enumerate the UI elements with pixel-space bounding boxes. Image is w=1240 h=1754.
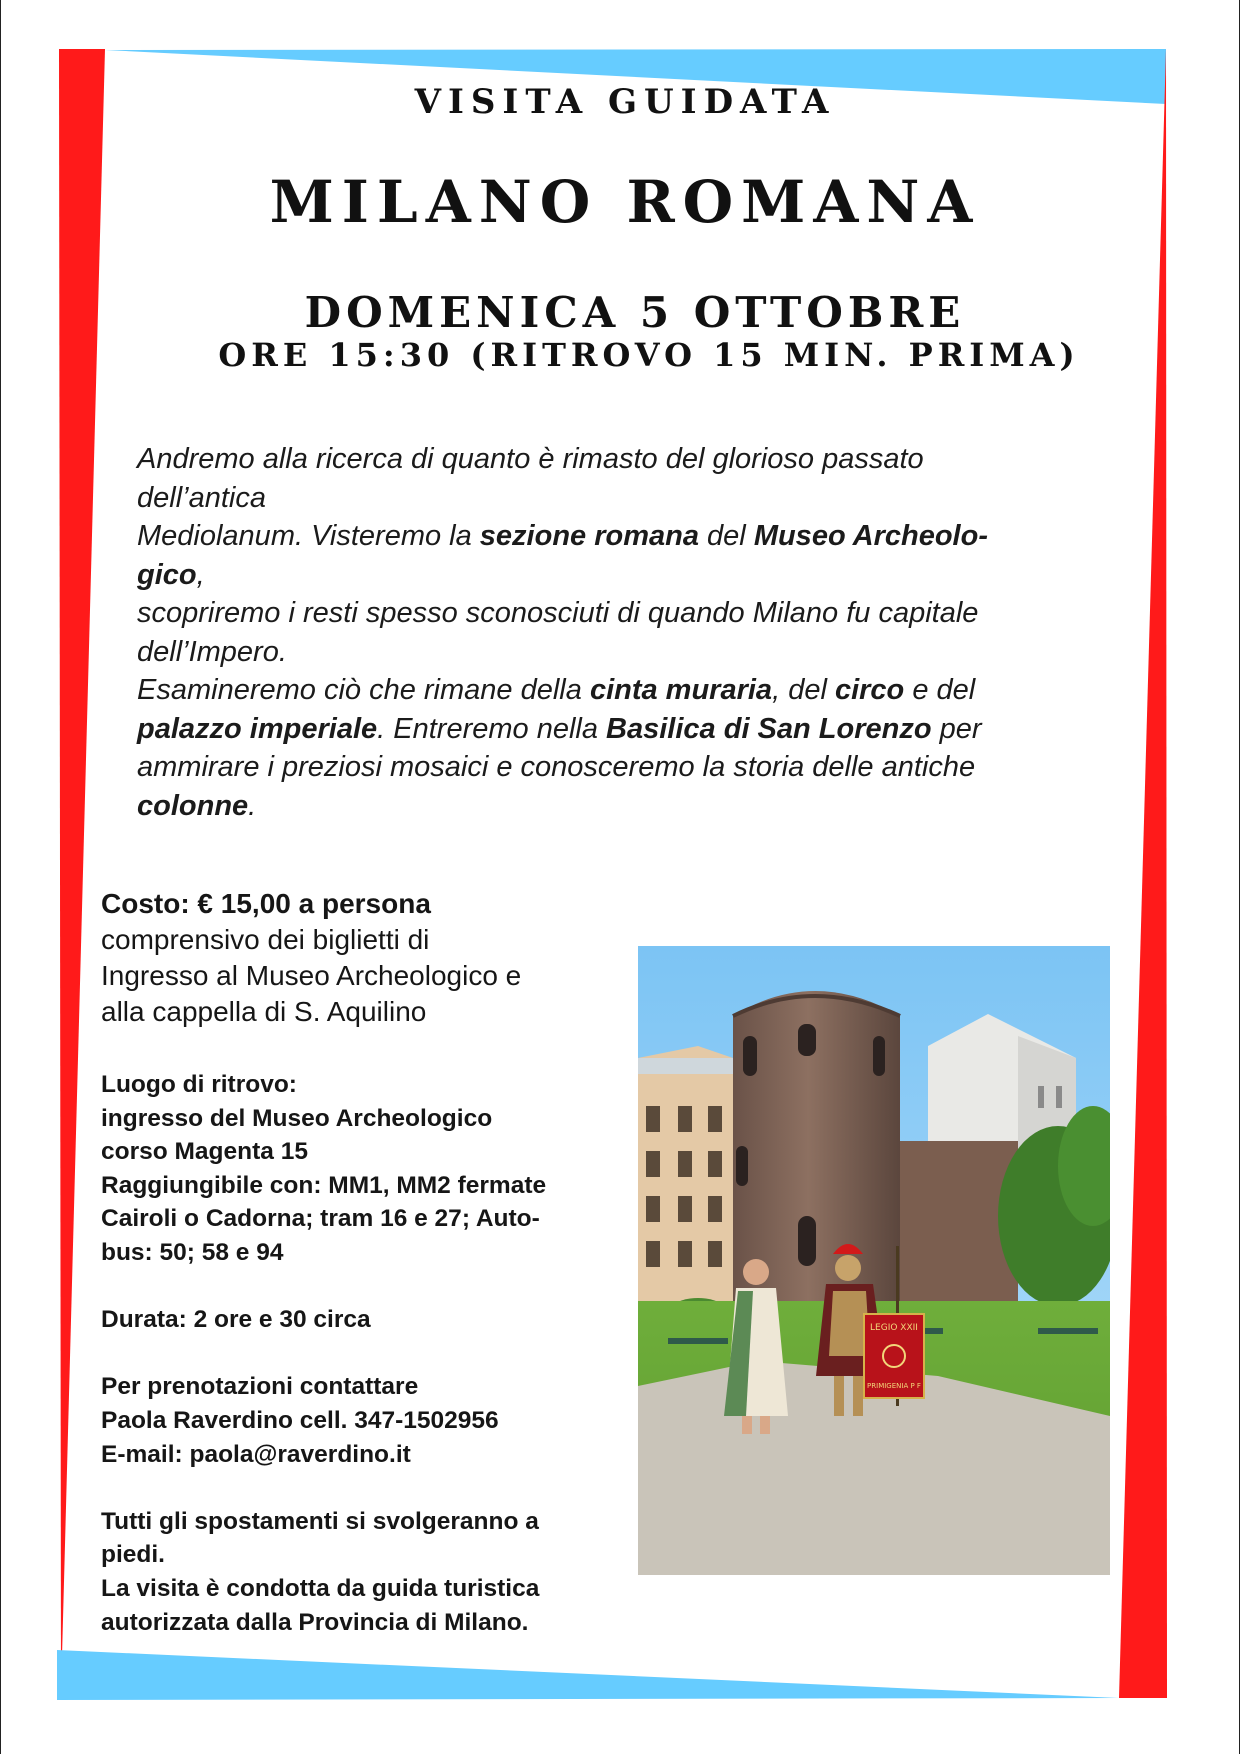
intro-line: dell’Impero. <box>137 635 287 668</box>
cost-section <box>101 886 621 1030</box>
intro-line: Andremo alla ricerca di quanto è rimasto del glorioso passato <box>137 443 924 475</box>
note-line: La visita è condotta da guida turistica <box>101 1574 540 1602</box>
details-section <box>101 1068 641 1639</box>
transport-line: Raggiungibile con: MM1, MM2 fermate <box>101 1171 547 1199</box>
note-line: piedi. <box>101 1541 165 1569</box>
cost-title: Costo: € 15,00 a persona <box>101 888 431 919</box>
transport-line: bus: 50; 58 e 94 <box>101 1238 284 1266</box>
meeting-place: ingresso del Museo Archeologico <box>101 1104 493 1132</box>
meeting-label: Luogo di ritrovo: <box>101 1071 297 1098</box>
banner-text: PRIMIGENIA P F <box>867 1382 921 1390</box>
address: corso Magenta 15 <box>101 1138 308 1166</box>
intro-line: Mediolanum. Visteremo la sezione romana del Museo Archeolo- <box>137 520 988 552</box>
bench <box>668 1338 728 1344</box>
intro-line: palazzo imperiale. Entreremo nella Basilica di San Lorenzo per <box>137 712 982 745</box>
intro-line: scopriremo i resti spesso sconosciuti di quando Milano fu capitale <box>137 597 979 629</box>
tower-photo <box>638 946 1110 1575</box>
booking-contact: Paola Raverdino cell. 347-1502956 <box>101 1406 499 1434</box>
spacer <box>101 1471 641 1505</box>
intro-paragraph <box>137 440 1142 825</box>
cost-line: Ingresso al Museo Archeologico e <box>101 960 522 991</box>
intro-line: dell’antica <box>137 481 266 514</box>
spacer <box>101 1270 641 1304</box>
bottom-blue-stripe <box>57 1650 1119 1700</box>
event-date: DOMENICA 5 OTTOBRE <box>304 288 966 337</box>
subtitle-heading: VISITA GUIDATA <box>414 82 836 122</box>
spacer <box>101 1337 641 1371</box>
cost-line: alla cappella di S. Aquilino <box>101 996 427 1027</box>
transport-line: Cairoli o Cadorna; tram 16 e 27; Auto- <box>101 1205 540 1233</box>
intro-line: ammirare i preziosi mosaici e conosceremo la storia delle antiche <box>137 751 976 783</box>
email-contact: E-mail: paola@raverdino.it <box>101 1440 411 1468</box>
intro-line: Esamineremo ciò che rimane della cinta muraria, del circo e del <box>137 674 976 706</box>
cost-line: comprensivo dei biglietti di <box>101 924 430 955</box>
duration: Durata: 2 ore e 30 circa <box>101 1306 371 1334</box>
intro-line: gico, <box>137 558 205 591</box>
note-line: autorizzata dalla Provincia di Milano. <box>101 1608 529 1636</box>
note-line: Tutti gli spostamenti si svolgeranno a <box>101 1507 539 1535</box>
page-title: MILANO ROMANA <box>269 168 981 236</box>
booking-label: Per prenotazioni contattare <box>101 1373 419 1401</box>
intro-line: colonne. <box>137 789 257 822</box>
banner-text: LEGIO XXII <box>870 1323 918 1333</box>
event-time: ORE 15:30 (RITROVO 15 MIN. PRIMA) <box>218 336 1080 374</box>
